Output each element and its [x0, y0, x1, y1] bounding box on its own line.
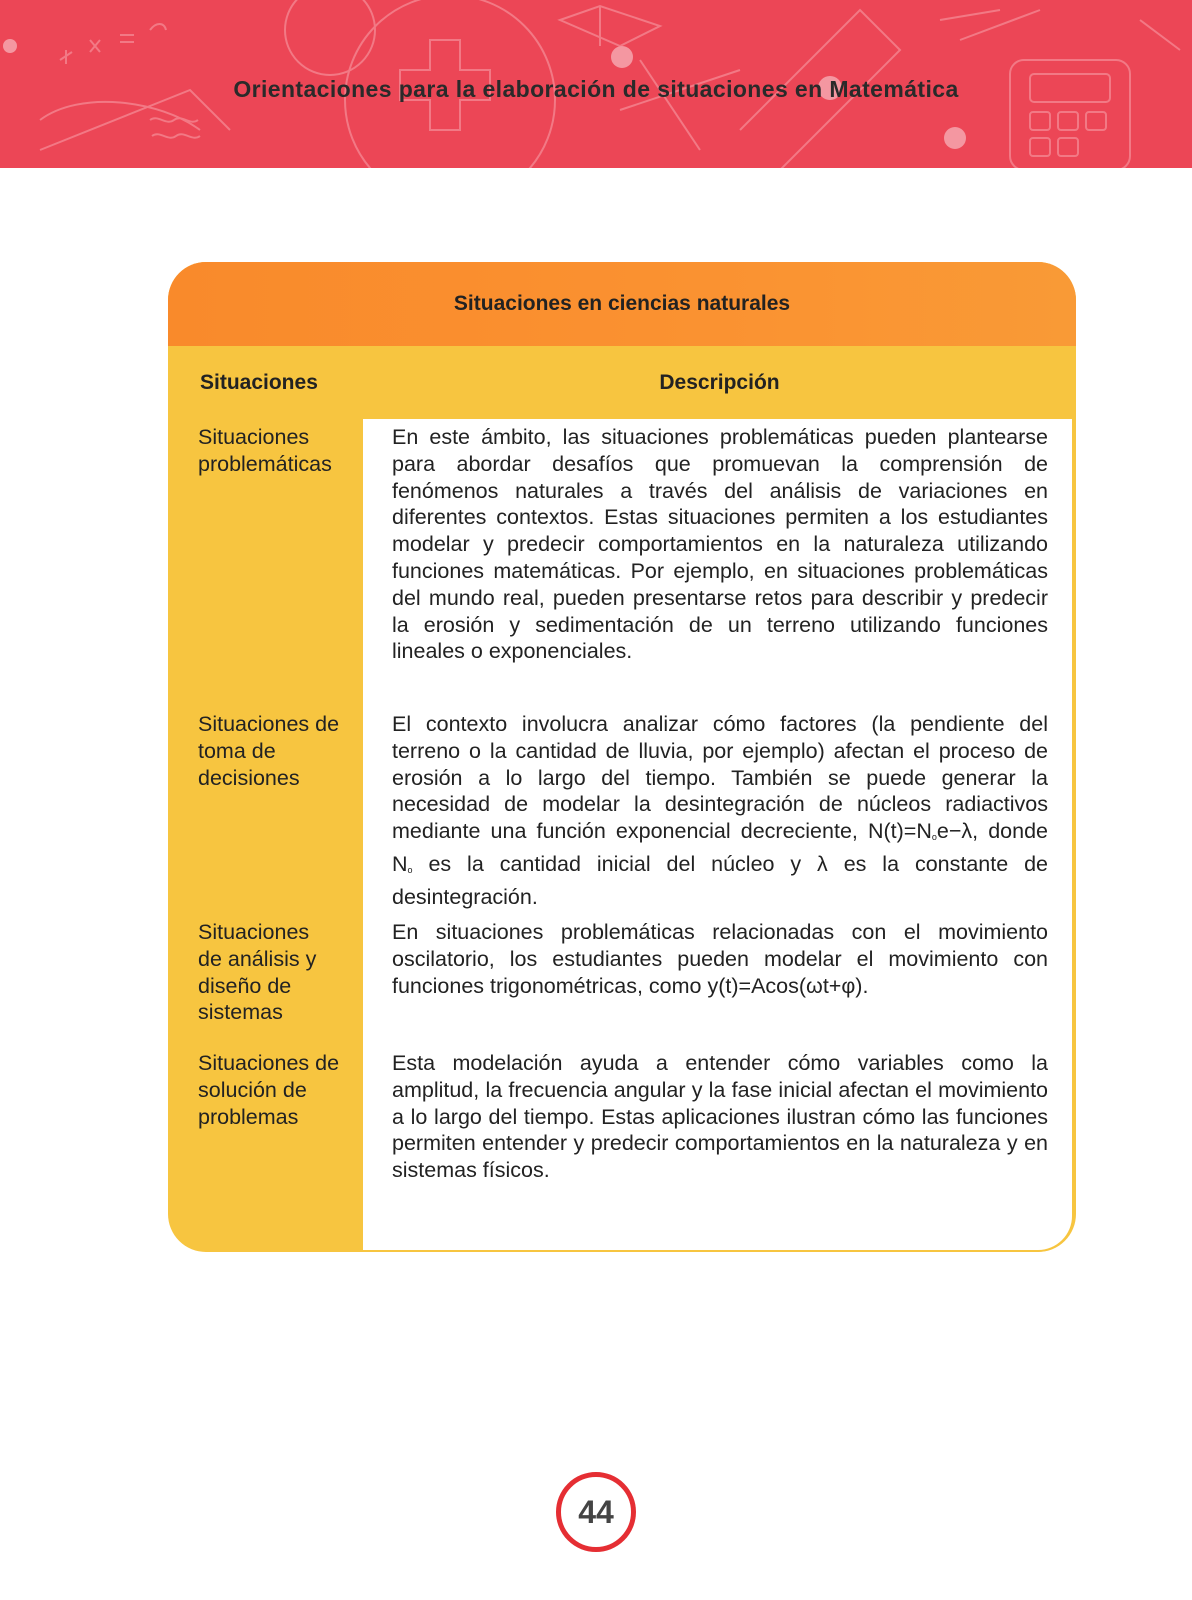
page-number-badge	[556, 1472, 636, 1552]
page-number: 44	[578, 1493, 614, 1530]
situation-description: En este ámbito, las situaciones problemáticas pueden plantearse para abordar desafíos que promuevan la comprensión de fenómenos naturales a través del análisis de variaciones en diferentes contextos. Estas situaciones permiten a los estudiantes modelar y predecir comportamientos en la naturaleza utilizando funciones matemáticas. Por ejemplo, en situaciones problemáticas del mundo real, pueden presentarse retos para describir y predecir la erosión y sedimentación de un terreno utilizando funciones lineales o exponenciales.	[392, 425, 1048, 664]
situation-label: Situaciones de análisis y diseño de sistemas	[198, 920, 317, 1025]
situation-label: Situaciones de solución de problemas	[198, 1051, 340, 1129]
situation-description: En situaciones problemáticas relacionadas con el movimiento oscilatorio, los estudiantes pueden modelar el movimiento con funciones trigonométricas, como y(t)=Acos(ωt+φ).	[392, 920, 1048, 998]
situation-description: El contexto involucra analizar cómo factores (la pendiente del terreno o la cantidad de lluvia, por ejemplo) afectan el proceso de erosión a lo largo del tiempo. También se puede generar la necesidad de modelar la desintegración de núcleos radiactivos mediante una función exponencial decreciente, $N(t)=N_oe-\lambda$, donde $N_o$ es la cantidad inicial del núcleo y λ es la constante de desintegración.	[392, 712, 1049, 909]
column-header-situaciones: Situaciones	[200, 370, 318, 394]
column-header-descripcion: Descripción	[659, 370, 780, 394]
document-title: Orientaciones para la elaboración de situaciones en Matemática	[233, 76, 959, 102]
situation-label: Situaciones problemáticas	[198, 425, 332, 476]
natural-sciences-situations-table	[168, 262, 1076, 1252]
page-header-band	[0, 0, 1192, 168]
situation-description: Esta modelación ayuda a entender cómo variables como la amplitud, la frecuencia angular y la fase inicial afectan el movimiento a lo largo del tiempo. Estas aplicaciones ilustran cómo las funciones permiten entender y predecir comportamientos en la naturaleza y en sistemas físicos.	[392, 1051, 1048, 1183]
situation-label: Situaciones de toma de decisiones	[198, 712, 340, 790]
table-title: Situaciones en ciencias naturales	[168, 262, 1076, 346]
